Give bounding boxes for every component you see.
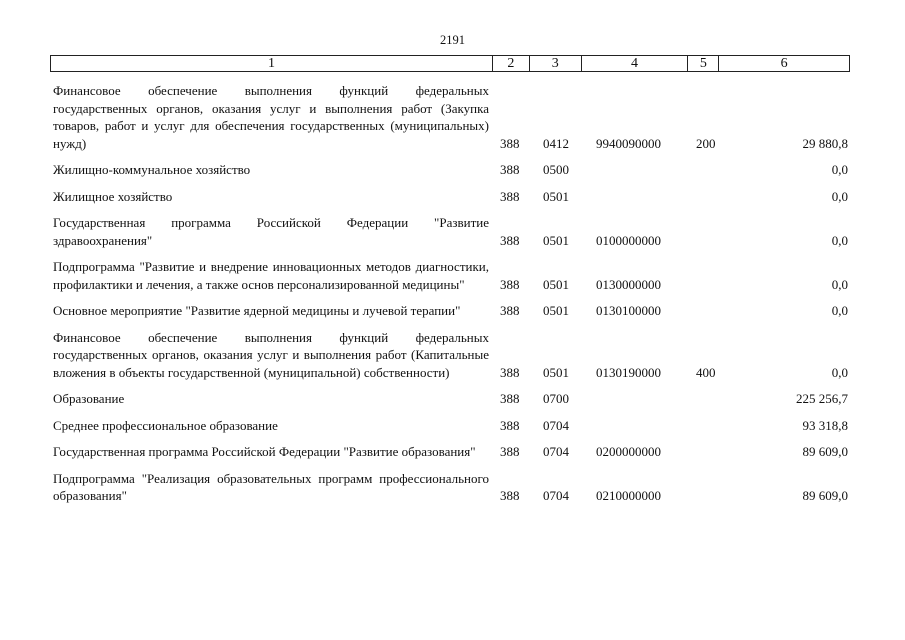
header-col-2: 2	[493, 56, 530, 71]
header-col-1: 1	[51, 56, 493, 71]
row-ved: 388	[500, 417, 520, 433]
header-col-3: 3	[530, 56, 582, 71]
row-sum: 0,0	[831, 162, 848, 177]
row-sum: 89 609,0	[802, 444, 848, 459]
header-col-4: 4	[582, 56, 689, 71]
row-name: Жилищное хозяйство	[53, 188, 173, 204]
header-col-6: 6	[780, 56, 788, 71]
row-sum: 29 880,8	[802, 135, 848, 151]
table-row	[50, 161, 850, 179]
row-name: Финансовое обеспечение выполнения функций федеральных государственных органов, оказания услуг и выполнения работ (Капитальные вложения в объекты государственной (муниципальной) собственности)	[53, 329, 489, 380]
row-rz: 0500	[543, 162, 569, 177]
row-sum: 89 609,0	[802, 488, 848, 503]
row-name: Образование	[53, 391, 125, 406]
row-name: Государственная программа Российской Федерации "Развитие образования"	[53, 444, 476, 459]
row-sum: 0,0	[831, 232, 848, 248]
row-ved: 388	[500, 162, 520, 177]
row-name: Жилищно-коммунальное хозяйство	[53, 162, 251, 177]
row-ved: 388	[500, 391, 520, 406]
row-csr: 0130000000	[596, 276, 661, 292]
row-ved: 388	[500, 444, 520, 459]
table-row	[50, 329, 850, 382]
row-name: Финансовое обеспечение выполнения функций федеральных государственных органов, оказания услуг и выполнения работ (Закупка товаров, работ и услуг для обеспечения государственных (муниципальных) нужд)	[53, 83, 489, 151]
table-row	[50, 390, 850, 408]
header-col-5: 5	[688, 56, 719, 71]
row-csr: 0130100000	[596, 303, 661, 318]
table-row	[50, 82, 850, 152]
row-rz: 0501	[543, 188, 569, 204]
row-ved: 388	[500, 188, 520, 204]
row-rz: 0412	[543, 135, 569, 151]
row-ved: 388	[500, 303, 520, 318]
row-rz: 0704	[543, 488, 569, 503]
table-row	[50, 443, 850, 461]
table-body	[50, 82, 850, 514]
row-csr: 0210000000	[596, 488, 661, 503]
table-header	[50, 55, 850, 72]
row-rz: 0501	[543, 276, 569, 292]
row-vr: 200	[696, 135, 716, 151]
row-csr: 9940090000	[596, 135, 661, 151]
row-name: Подпрограмма "Развитие и внедрение инновационных методов диагностики, профилактики и лечения, а также основ персонализированной медицины"	[53, 259, 489, 292]
row-ved: 388	[500, 135, 520, 151]
row-ved: 388	[500, 364, 520, 380]
row-name: Основное мероприятие "Развитие ядерной медицины и лучевой терапии"	[53, 303, 461, 318]
row-rz: 0700	[543, 391, 569, 406]
table-row	[50, 302, 850, 320]
row-ved: 388	[500, 232, 520, 248]
row-name: Государственная программа Российской Федерации "Развитие здравоохранения"	[53, 215, 489, 248]
row-csr: 0200000000	[596, 444, 661, 459]
row-sum: 0,0	[831, 303, 848, 318]
row-sum: 0,0	[831, 188, 848, 204]
table-row	[50, 470, 850, 505]
row-csr: 0100000000	[596, 232, 661, 248]
table-row	[50, 214, 850, 249]
row-name: Среднее профессиональное образование	[53, 417, 278, 433]
row-rz: 0501	[543, 303, 569, 318]
row-ved: 388	[500, 276, 520, 292]
row-csr: 0130190000	[596, 364, 661, 380]
row-sum: 0,0	[831, 276, 848, 292]
row-sum: 0,0	[831, 364, 848, 380]
row-sum: 225 256,7	[796, 391, 848, 406]
row-rz: 0704	[543, 444, 569, 459]
table-row	[50, 258, 850, 293]
row-rz: 0501	[543, 364, 569, 380]
table-row	[50, 188, 850, 206]
row-rz: 0501	[543, 232, 569, 248]
row-ved: 388	[500, 488, 520, 503]
row-name: Подпрограмма "Реализация образовательных программ профессионального образования"	[53, 470, 489, 503]
page-number: 2191	[440, 33, 465, 47]
row-sum: 93 318,8	[802, 417, 848, 433]
table-row	[50, 417, 850, 435]
row-rz: 0704	[543, 417, 569, 433]
row-vr: 400	[696, 364, 716, 380]
